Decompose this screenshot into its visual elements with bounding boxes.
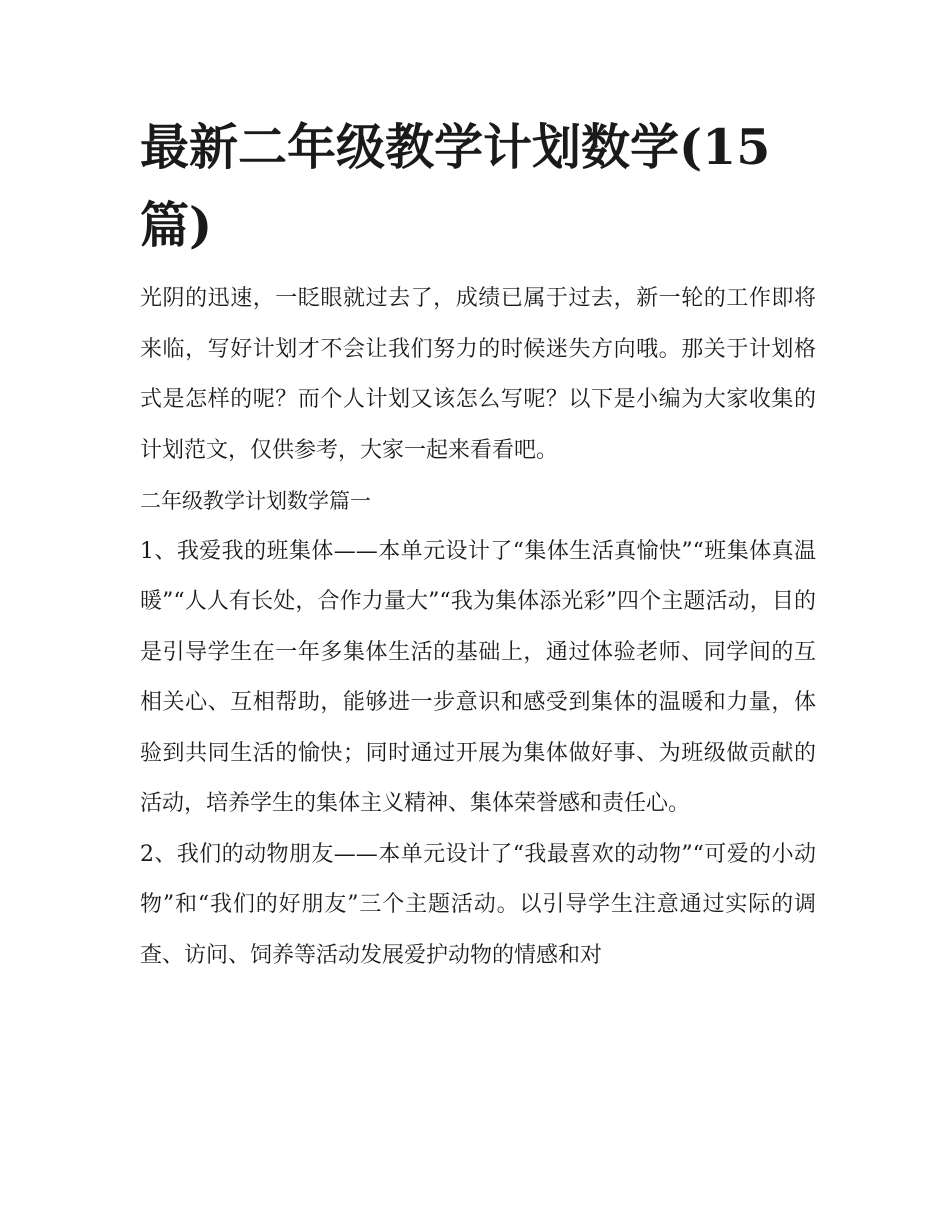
document-title: 最新二年级教学计划数学(15篇) [140, 118, 771, 254]
intro-paragraph: 光阴的迅速，一眨眼就过去了，成绩已属于过去，新一轮的工作即将来临，写好计划才不会让我们努力的时候迷失方向哦。那关于计划格式是怎样的呢？而个人计划又该怎么写呢？以下是小编为大家收集的计划范文，仅供参考，大家一起来看看吧。 [140, 286, 816, 463]
section-heading: 二年级教学计划数学篇一 [140, 489, 371, 513]
document-page [140, 108, 816, 981]
body-paragraph-1: 1、我爱我的班集体——本单元设计了“集体生活真愉快”“班集体真温暖”“人人有长处，合作力量大”“我为集体添光彩”四个主题活动，目的是引导学生在一年多集体生活的基础上，通过体验老师、同学间的互相关心、互相帮助，能够进一步意识和感受到集体的温暖和力量，体验到共同生活的愉快；同时通过开展为集体做好事、为班级做贡献的活动，培养学生的集体主义精神、集体荣誉感和责任心。 [140, 538, 816, 816]
body-paragraph-2: 2、我们的动物朋友——本单元设计了“我最喜欢的动物”“可爱的小动物”和“我们的好朋友”三个主题活动。以引导学生注意通过实际的调查、访问、饲养等活动发展爱护动物的情感和对 [140, 841, 816, 968]
